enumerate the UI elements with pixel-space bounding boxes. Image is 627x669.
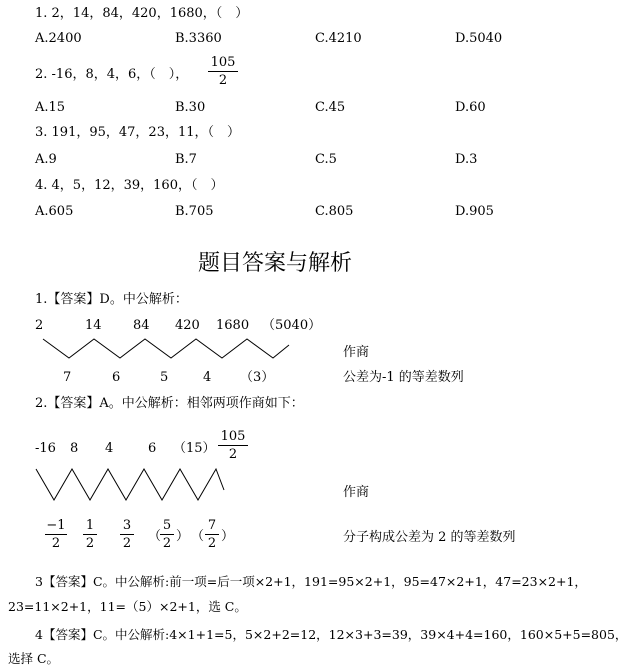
answer-4-line-1: 4【答案】C。中公解析:4×1+1=5，5×2+2=12，12×3+3=39，39×4+4=160，160×5+5=805， (35, 627, 627, 642)
answer-1-quotient: 4 (203, 370, 212, 385)
fraction-denominator: 2 (207, 536, 217, 551)
open-paren: （ (148, 529, 162, 544)
question-4-option-c: C.805 (315, 204, 354, 219)
answer-1-label: 1.【答案】D。中公解析： (35, 292, 188, 307)
open-paren: （ (191, 529, 205, 544)
answer-2-note-quotient: 作商 (343, 485, 370, 500)
answer-1-quotient: 5 (160, 370, 169, 385)
question-2-option-a: A.15 (35, 100, 66, 115)
answer-1-term: 420 (175, 318, 200, 333)
answer-1-quotient: （3） (240, 370, 275, 385)
answer-4-line-2: 选择 C。 (8, 651, 60, 666)
answer-1-quotient: 6 (112, 370, 121, 385)
question-2-option-b: B.30 (175, 100, 206, 115)
fraction-numerator: 105 (218, 430, 248, 446)
answer-2-term: 8 (70, 441, 79, 456)
question-3-option-c: C.5 (315, 152, 337, 167)
fraction-denominator: 2 (85, 536, 95, 551)
answer-2-term: 4 (105, 441, 114, 456)
answer-2-label: 2.【答案】A。中公解析：相邻两项作商如下： (35, 396, 304, 411)
fraction-numerator: 5 (160, 519, 174, 535)
answer-2-term: -16 (35, 441, 56, 456)
answer-1-term: 14 (85, 318, 102, 333)
question-1-stem: 1. 2，14，84，420，1680，（ ） (35, 6, 249, 21)
answer-2-term: 6 (148, 441, 157, 456)
question-2-option-c: C.45 (315, 100, 346, 115)
answer-2-quotient-fraction (45, 519, 67, 550)
answer-1-quotient: 7 (63, 370, 72, 385)
question-4-option-d: D.905 (455, 204, 494, 219)
answer-2-term: （15） (173, 441, 216, 456)
fraction-denominator: 2 (218, 73, 228, 88)
answer-3-line-2: 23=11×2+1，11=（5）×2+1，选 C。 (8, 599, 247, 614)
fraction-denominator: 2 (122, 536, 132, 551)
answer-2-note-sequence: 分子构成公差为 2 的等差数列 (343, 530, 516, 545)
fraction-numerator: −1 (46, 518, 66, 533)
question-2-option-d: D.60 (455, 100, 486, 115)
question-1-option-d: D.5040 (455, 31, 503, 46)
question-1-option-b: B.3360 (175, 31, 222, 46)
question-3-option-a: A.9 (35, 152, 57, 167)
answer-2-quotient-fraction (160, 519, 174, 550)
fraction-denominator: 2 (228, 447, 238, 462)
answer-1-term: 84 (133, 318, 150, 333)
fraction-numerator: 1 (83, 519, 97, 535)
answer-1-term: 2 (35, 318, 44, 333)
question-1-option-c: C.4210 (315, 31, 362, 46)
question-2-stem: 2. -16，8，4，6，（ ）， (35, 67, 189, 82)
answers-section-title: 题目答案与解析 (197, 251, 352, 276)
question-3-option-d: D.3 (455, 152, 478, 167)
answer-1-term: 1680 (216, 318, 250, 333)
question-1-option-a: A.2400 (35, 31, 82, 46)
answer-2-quotient-fraction (205, 519, 219, 550)
close-paren: ） (221, 529, 235, 544)
fraction-numerator: 105 (208, 56, 238, 72)
question-4-stem: 4. 4，5，12，39，160，（ ） (35, 178, 224, 193)
question-3-stem: 3. 191，95，47，23，11，（ ） (35, 125, 241, 140)
answer-1-note-sequence: 公差为-1 的等差数列 (343, 370, 464, 385)
close-paren: ） (176, 529, 190, 544)
answer-2-quotient-fraction (120, 519, 134, 550)
answer-2-quotient-fraction (83, 519, 97, 550)
question-4-option-b: B.705 (175, 204, 214, 219)
question-3-option-b: B.7 (175, 152, 197, 167)
answer-3-line-1: 3【答案】C。中公解析:前一项=后一项×2+1，191=95×2+1，95=47×2+1，47=23×2+1， (35, 574, 587, 589)
fraction-numerator: 7 (205, 519, 219, 535)
answer-1-term: （5040） (262, 318, 322, 333)
fraction-denominator: 2 (162, 536, 172, 551)
fraction-denominator: 2 (51, 536, 61, 551)
answer-1-note-quotient: 作商 (343, 345, 370, 360)
fraction-numerator: 3 (120, 519, 134, 535)
question-4-option-a: A.605 (35, 204, 74, 219)
